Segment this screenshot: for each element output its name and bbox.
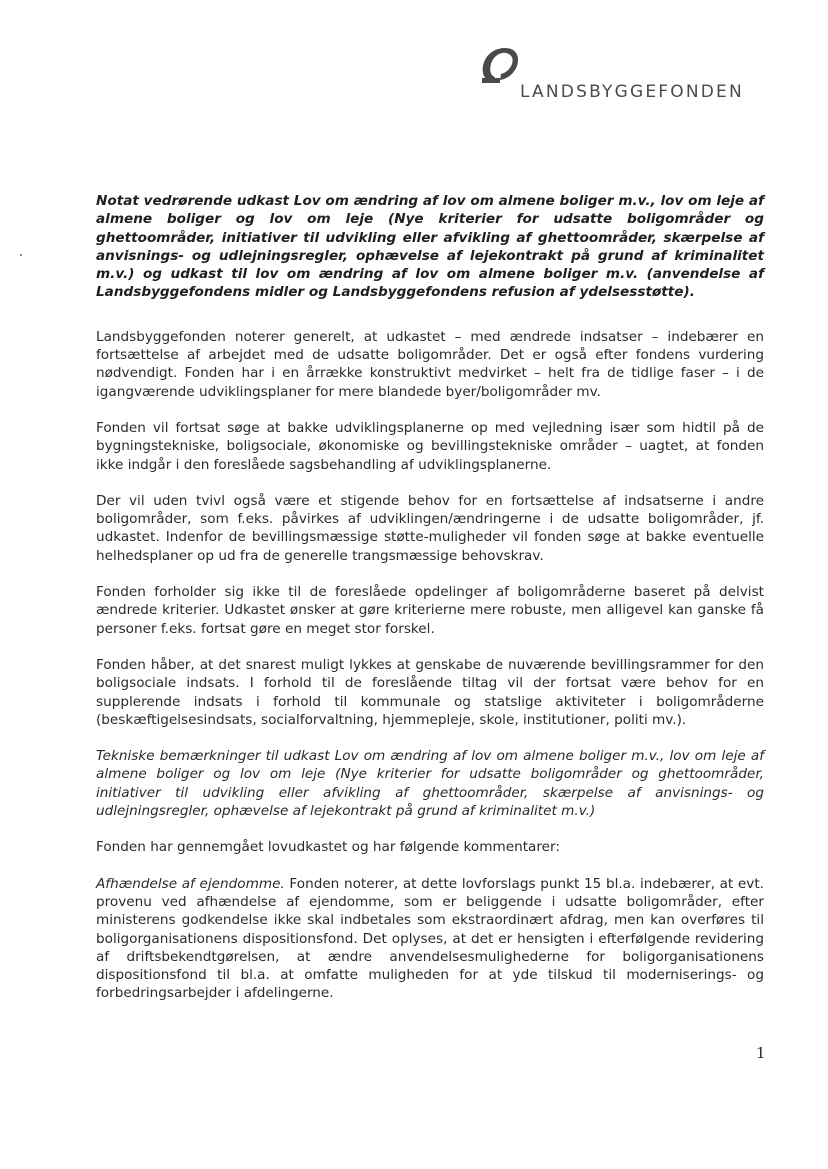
paragraph-4: Fonden forholder sig ikke til de foreslåede opdelinger af boligområderne baseret på delvist ændrede kriterier. Udkastet ønsker at gøre kriterierne mere robuste, men alligevel kan ganske få personer f.eks. fortsat gøre en meget stor forskel. <box>96 584 764 637</box>
stray-mark <box>20 254 22 256</box>
paragraph-5: Fonden håber, at det snarest muligt lykkes at genskabe de nuværende bevillingsrammer for den boligsociale indsats. I forhold til de foreslående tiltag vil der fortsat være behov for en supplerende indsats i forhold til kommunale og statslige aktiviteter i boligområderne (beskæftigelsesindsats, socialforvaltning, hjemmepleje, skole, institutioner, politi mv.). <box>96 656 764 728</box>
paragraph-2: Fonden vil fortsat søge at bakke udviklingsplanerne op med vejledning især som hidtil på de bygningstekniske, boligsociale, økonomiske og bevillingstekniske områder – uagtet, at fonden ikke indgår i den foreslåede sagsbehandling af udviklingsplanerne. <box>96 419 764 473</box>
document-title: Notat vedrørende udkast Lov om ændring af lov om almene boliger m.v., lov om leje af almene boliger og lov om leje (Nye kriterier for udsatte boligområder og ghettoområder, initiativer til udvikling eller afvikling af ghettoområder, skærpelse af anvisnings- og udlejningsregler, ophævelse af lejekontrakt på grund af kriminalitet m.v.) og udkast til lov om ændring af lov om almene boliger m.v. (anvendelse af Landsbyggefondens midler og Landsbyggefondens refusion af ydelsesstøtte). <box>96 193 764 301</box>
paragraph-7: Fonden har gennemgået lovudkastet og har følgende kommentarer: <box>96 839 560 856</box>
paragraph-8-lead: Afhændelse af ejendomme. <box>96 875 285 892</box>
paragraph-1: Landsbyggefonden noterer generelt, at udkastet – med ændrede indsatser – indebærer en fortsættelse af arbejdet med de udsatte boligområder. Det er også efter fondens vurdering nødvendigt. Fonden har i en årrække konstruktivt medvirket – helt fra de tidlige faser – i de igangværende udviklingsplaner for mere blandede byer/boligområder mv. <box>96 328 764 400</box>
logo-mark-icon <box>478 44 522 88</box>
page-number: 1 <box>756 1044 766 1062</box>
document-body <box>96 192 764 1021</box>
paragraph-8 <box>96 875 764 1003</box>
paragraph-8-body: Fonden noterer, at dette lovforslags punkt 15 bl.a. indebærer, at evt. provenu ved afhændelse af ejendomme, som er beliggende i udsatte boligområder, efter ministerens godkendelse ikke skal indbetales som ekstraordinært afdrag, men kan overføres til boligorganisationens dispositionsfond. Det oplyses, at det er hensigten i efterfølgende revidering af driftsbekendtgørelsen, at ændre anvendelsesmulighederne for boligorganisationens dispositionsfond til bl.a. at omfatte muligheden for at yde tilskud til moderniserings- og forbedringsarbejder i afdelingerne. <box>96 875 764 1002</box>
logo-text: LANDSBYGGEFONDEN <box>520 82 744 102</box>
paragraph-3: Der vil uden tvivl også være et stigende behov for en fortsættelse af indsatserne i andre boligområder, som f.eks. påvirkes af udviklingen/ændringerne i de udsatte boligområder, jf. udkastet. Indenfor de bevillingsmæssige støtte-muligheder vil fonden søge at bakke eventuelle helhedsplaner op ud fra de generelle trangsmæssige behovskrav. <box>96 492 764 564</box>
technical-remarks-heading: Tekniske bemærkninger til udkast Lov om ændring af lov om almene boliger m.v., lov om leje af almene boliger og lov om leje (Nye kriterier for udsatte boligområder og ghettoområder, initiativer til udvikling eller afvikling af ghettoområder, skærpelse af anvisnings- og udlejningsregler, ophævelse af lejekontrakt på grund af kriminalitet m.v.) <box>96 748 764 820</box>
landsbyggefonden-logo <box>478 44 758 104</box>
